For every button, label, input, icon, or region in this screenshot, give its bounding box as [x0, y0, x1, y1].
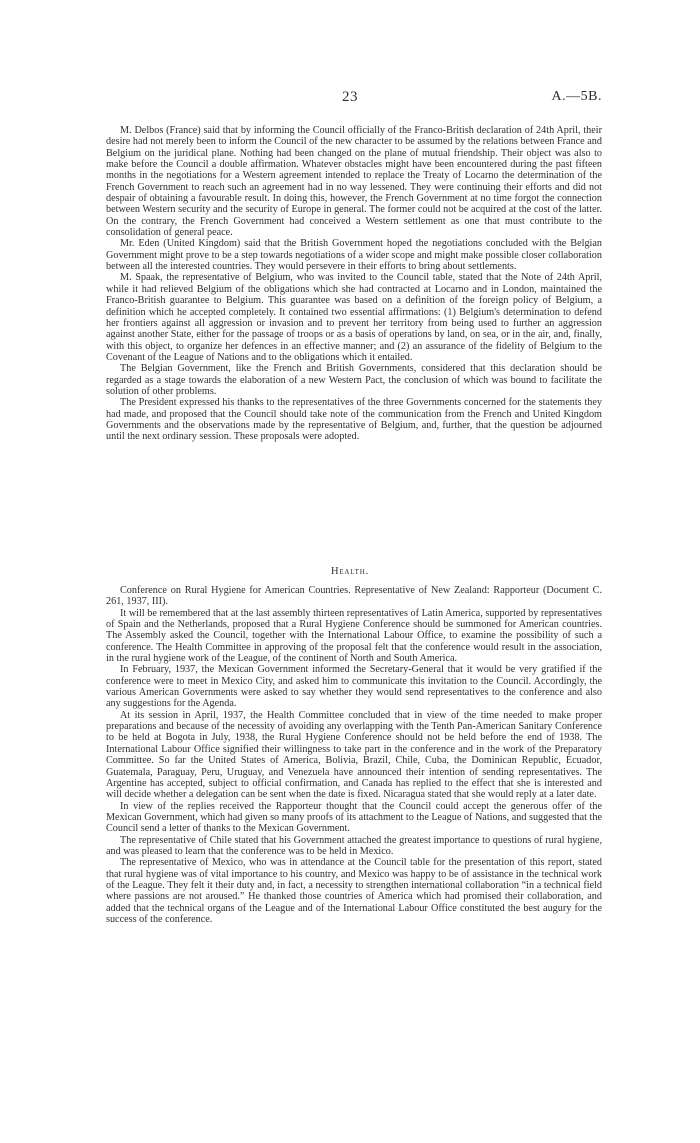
document-reference: A.—5B.	[551, 89, 602, 104]
paragraph: Mr. Eden (United Kingdom) said that the British Government hoped the negotiations concluded with the Belgian Government might prove to be a step towards negotiations of a wider scope and might make possible closer collaboration between all the interested countries. They would persevere in their efforts to bring about settlements.	[106, 238, 602, 273]
paragraph: The Belgian Government, like the French and British Governments, considered that this declaration should be regarded as a stage towards the elaboration of a new Western Pact, the conclusion of which was bound to facilitate the solution of other problems.	[106, 363, 602, 397]
paragraph: The representative of Chile stated that his Government attached the greatest importance to questions of rural hygiene, and was pleased to learn that the conference was to be held in Mexico.	[106, 834, 602, 857]
section-heading-health: Health.	[330, 566, 370, 577]
paragraph: At its session in April, 1937, the Health Committee concluded that in view of the time needed to make proper preparations and because of the necessity of avoiding any overlapping with the Tenth Pan-American Sanitary Conference to be held at Bogota in July, 1938, the Rural Hygiene Conference should not be held before the end of 1938. The International Labour Office signified their willingness to take part in the conference and in the work of the Preparatory Committee. So far the United States of America, Bolivia, Brazil, Chile, Cuba, the Dominican Republic, Ecuador, Guatemala, Paraguay, Peru, Uruguay, and Venezuela have announced their intention of sending representatives. The Argentine has accepted, subject to official confirmation, and Canada has replied to the effect that she is interested and will decide whether a delegation can be sent when the date is fixed. Nicaragua stated that she would reply at a later date.	[106, 709, 602, 801]
paragraph: In February, 1937, the Mexican Government informed the Secretary-General that it would be very gratified if the conference were to meet in Mexico City, and asked him to communicate this invitation to the Council. Accordingly, the various American Governments were asked to say whether they would send representatives to the conference and also any suggestions for the Agenda.	[106, 664, 602, 710]
paragraph: M. Spaak, the representative of Belgium, who was invited to the Council table, stated that the Note of 24th April, while it had relieved Belgium of the obligations which she had contracted at Locarno and in London, maintained the Franco-British guarantee to Belgium. This guarantee was based on a definition of the foreign policy of Belgium, a definition which he accepted completely. It contained two essential affirmations: (1) Belgium's determination to defend her frontiers against all aggression or invasion and to prevent her territory from being used to further an aggression against another State, either for the passage of troops or as a basis of operations by land, on sea, or in the air, and, finally, with this object, to organize her defences in an effective manner; and (2) an assurance of the fidelity of Belgium to the Covenant of the League of Nations and to the obligations which it entailed.	[106, 272, 602, 363]
council-section	[106, 125, 602, 443]
paragraph: It will be remembered that at the last assembly thirteen representatives of Latin America, supported by representatives of Spain and the Netherlands, proposed that a Rural Hygiene Conference should be summoned for American countries. The Assembly asked the Council, together with the International Labour Office, to examine the possibility of such a conference. The Health Committee in approving of the proposal felt that the conference would result in the association, in the rural hygiene work of the League, of the continent of North and South America.	[106, 607, 602, 665]
health-section	[106, 585, 602, 925]
paragraph: The President expressed his thanks to the representatives of the three Governments concerned for the statements they had made, and proposed that the Council should take note of the communication from the French and United Kingdom Governments and the observations made by the representative of Belgium, and, further, that the question be adjourned until the next ordinary session. These proposals were adopted.	[106, 397, 602, 443]
paragraph: M. Delbos (France) said that by informing the Council officially of the Franco-British declaration of 24th April, their desire had not merely been to inform the Council of the new character to be assumed by the relations between France and Belgium on the juridical plane. Nothing had been changed on the plane of mutual friendship. Their object was also to make before the Council a double affirmation. Whatever obstacles might have been encountered during the past fifteen months in the negotiations for a Western agreement intended to replace the Treaty of Locarno the determination of the French Government to reach such an agreement had in no way lessened. They were continuing their efforts and did not despair of obtaining a favourable result. In doing this, however, the French Government at no time forgot the connection between Western security and the security of Europe in general. The former could not be acquired at the cost of the latter. On the contrary, the French Government had conceived a Western settlement as one that must contribute to the consolidation of general peace.	[106, 125, 602, 239]
paragraph: The representative of Mexico, who was in attendance at the Council table for the presentation of this report, stated that rural hygiene was of vital importance to his country, and Mexico was happy to be of assistance in the technical work of the League. They felt it their duty and, in fact, a necessity to strengthen international collaboration “in a technical field where passions are not aroused.” He thanked those countries of America which had promised their collaboration, and added that the technical organs of the League and of the International Labour Office constituted the best augury for the success of the conference.	[106, 857, 602, 925]
paragraph: In view of the replies received the Rapporteur thought that the Council could accept the generous offer of the Mexican Government, which had given so many proofs of its attachment to the League of Nations, and suggested that the Council send a letter of thanks to the Mexican Government.	[106, 800, 602, 835]
page-number: 23	[342, 89, 358, 105]
subject-line: Conference on Rural Hygiene for American Countries. Representative of New Zealand: Rapporteur (Document C. 261, 1937, III).	[106, 585, 602, 608]
